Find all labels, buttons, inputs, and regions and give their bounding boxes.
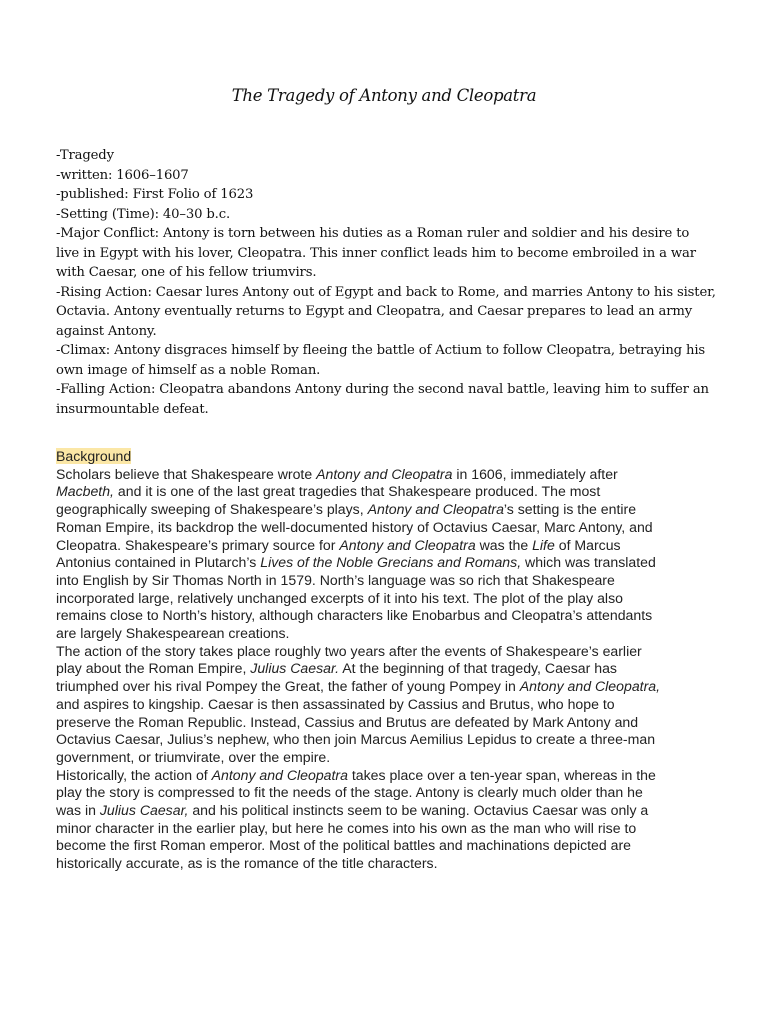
italic-title: Antony and Cleopatra bbox=[211, 766, 348, 783]
text-span: Historically, the action of bbox=[56, 766, 212, 783]
text-span: which was translated into English by Sir Thomas North in 1579. North’s language was so rich that Shakespeare incorporated large, relatively unchanged excerpts of it into his text. The plot of the play also remains close to North’s history, although characters like Enobarbus and Cleopatra’s attendants are largely Shakespearean creations. bbox=[56, 554, 656, 642]
background-paragraph-3 bbox=[56, 767, 668, 873]
italic-title: Macbeth, bbox=[56, 483, 114, 500]
italic-title: Antony and Cleopatra bbox=[367, 501, 504, 518]
document-title: The Tragedy of Antony and Cleopatra bbox=[231, 86, 537, 105]
text-span: The action of the story takes place roughly two years after the events of Shakespeare’s earlier play about the Roman Empire, bbox=[56, 642, 642, 677]
text-span: ’s setting is the entire Roman Empire, its backdrop the well-documented history of Octavius Caesar, Marc Antony, and Cleopatra. Shakespeare’s primary source for bbox=[56, 501, 653, 553]
italic-title: Antony and Cleopatra bbox=[316, 465, 453, 482]
facts-list bbox=[56, 146, 716, 419]
fact-rising-action: -Rising Action: Caesar lures Antony out of Egypt and back to Rome, and marries Antony to his sister, Octavia. Antony eventually returns to Egypt and Cleopatra, and Caesar prepares to lead an army against Antony. bbox=[56, 284, 716, 339]
fact-written: -written: 1606–1607 bbox=[56, 167, 189, 183]
italic-title: Life bbox=[532, 536, 555, 553]
text-span: takes place over a ten-year span, whereas in the play the story is compressed to fit the needs of the stage. Antony is clearly much older than he was in bbox=[56, 766, 656, 819]
fact-falling-action: -Falling Action: Cleopatra abandons Antony during the second naval battle, leaving him to suffer an insurmountable defeat. bbox=[56, 382, 709, 417]
background-section bbox=[56, 448, 668, 873]
fact-climax: -Climax: Antony disgraces himself by fleeing the battle of Actium to follow Cleopatra, betraying his own image of himself as a noble Roman. bbox=[56, 343, 706, 378]
italic-title: Julius Caesar. bbox=[250, 660, 340, 677]
background-heading-line bbox=[56, 448, 668, 466]
fact-published: -published: First Folio of 1623 bbox=[56, 187, 254, 202]
text-span: and his political instincts seem to be waning. Octavius Caesar was only a minor character in the earlier play, but here he comes into his own as the man who will rise to become the first Roman emperor. Most of the political battles and machinations depicted are historically accurate, as is the romance of the title characters. bbox=[56, 802, 649, 872]
fact-genre: -Tragedy bbox=[56, 148, 114, 163]
text-span: in 1606, immediately after bbox=[452, 465, 618, 482]
italic-title: Lives of the Noble Grecians and Romans, bbox=[260, 554, 522, 571]
fact-major-conflict: -Major Conflict: Antony is torn between his duties as a Roman ruler and soldier and his desire to live in Egypt with his lover, Cleopatra. This inner conflict leads him to become embroiled in a war with Caesar, one of his fellow triumvirs. bbox=[56, 226, 696, 280]
text-span: At the beginning of that tragedy, Caesar has triumphed over his rival Pompey the Great, the father of young Pompey in bbox=[56, 660, 617, 695]
italic-title: Antony and Cleopatra, bbox=[519, 678, 661, 695]
background-paragraph-1 bbox=[56, 466, 668, 643]
text-span: Scholars believe that Shakespeare wrote bbox=[56, 465, 317, 482]
italic-title: Antony and Cleopatra bbox=[339, 536, 476, 553]
text-span: of Marcus Antonius contained in Plutarch’s bbox=[56, 536, 621, 571]
background-heading: Background bbox=[56, 448, 132, 464]
text-span: and aspires to kingship. Caesar is then assassinated by Cassius and Brutus, who hope to preserve the Roman Republic. Instead, Cassius and Brutus are defeated by Mark Antony and Octavius Caesar, Julius’s nephew, who then join Marcus Aemilius Lepidus to create a three-man government, or triumvirate, over the empire. bbox=[56, 695, 656, 765]
text-span: and it is one of the last great tragedies that Shakespeare produced. The most geographically sweeping of Shakespeare’s plays, bbox=[56, 483, 601, 518]
background-paragraph-2 bbox=[56, 643, 668, 767]
text-span: was the bbox=[475, 536, 533, 553]
fact-setting: -Setting (Time): 40–30 b.c. bbox=[56, 206, 230, 222]
italic-title: Julius Caesar, bbox=[99, 802, 189, 819]
